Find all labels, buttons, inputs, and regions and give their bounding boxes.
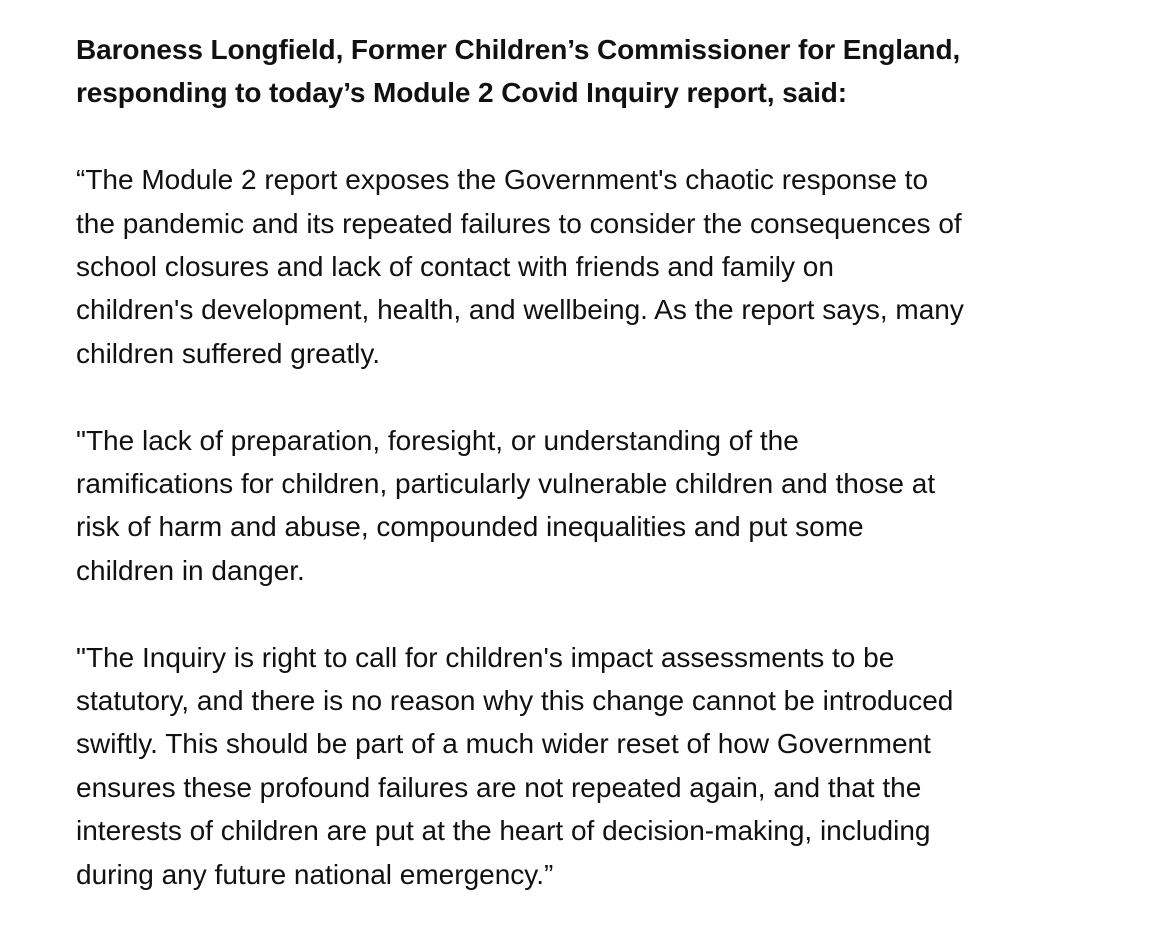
paragraph-line: school closures and lack of contact with friends and family on <box>76 251 834 283</box>
heading-line: responding to today’s Module 2 Covid Inquiry report, said: <box>76 77 847 109</box>
paragraph-line: risk of harm and abuse, compounded inequalities and put some <box>76 511 864 543</box>
paragraph-line: ensures these profound failures are not repeated again, and that the <box>76 771 922 803</box>
paragraph-line: children's development, health, and wellbeing. As the report says, many <box>76 294 964 326</box>
paragraph-line: "The lack of preparation, foresight, or understanding of the <box>76 424 799 456</box>
quote-paragraph-3 <box>76 636 1106 896</box>
paragraph-line: children in danger. <box>76 554 305 586</box>
paragraph-line: statutory, and there is no reason why this change cannot be introduced <box>76 685 954 717</box>
statement-document <box>76 28 1106 896</box>
paragraph-line: the pandemic and its repeated failures to consider the consequences of <box>76 207 962 239</box>
paragraph-line: swiftly. This should be part of a much wider reset of how Government <box>76 728 931 760</box>
paragraph-line: interests of children are put at the heart of decision-making, including <box>76 815 931 847</box>
quote-paragraph-1 <box>76 158 1106 375</box>
quote-paragraph-2 <box>76 419 1106 593</box>
paragraph-line: children suffered greatly. <box>76 337 381 369</box>
heading-line: Baroness Longfield, Former Children’s Commissioner for England, <box>76 34 961 65</box>
paragraph-line: during any future national emergency.” <box>76 858 554 890</box>
paragraph-line: "The Inquiry is right to call for children's impact assessments to be <box>76 641 895 673</box>
paragraph-line: “The Module 2 report exposes the Government's chaotic response to <box>76 164 929 196</box>
statement-heading <box>76 28 1106 115</box>
paragraph-line: ramifications for children, particularly vulnerable children and those at <box>76 468 936 500</box>
